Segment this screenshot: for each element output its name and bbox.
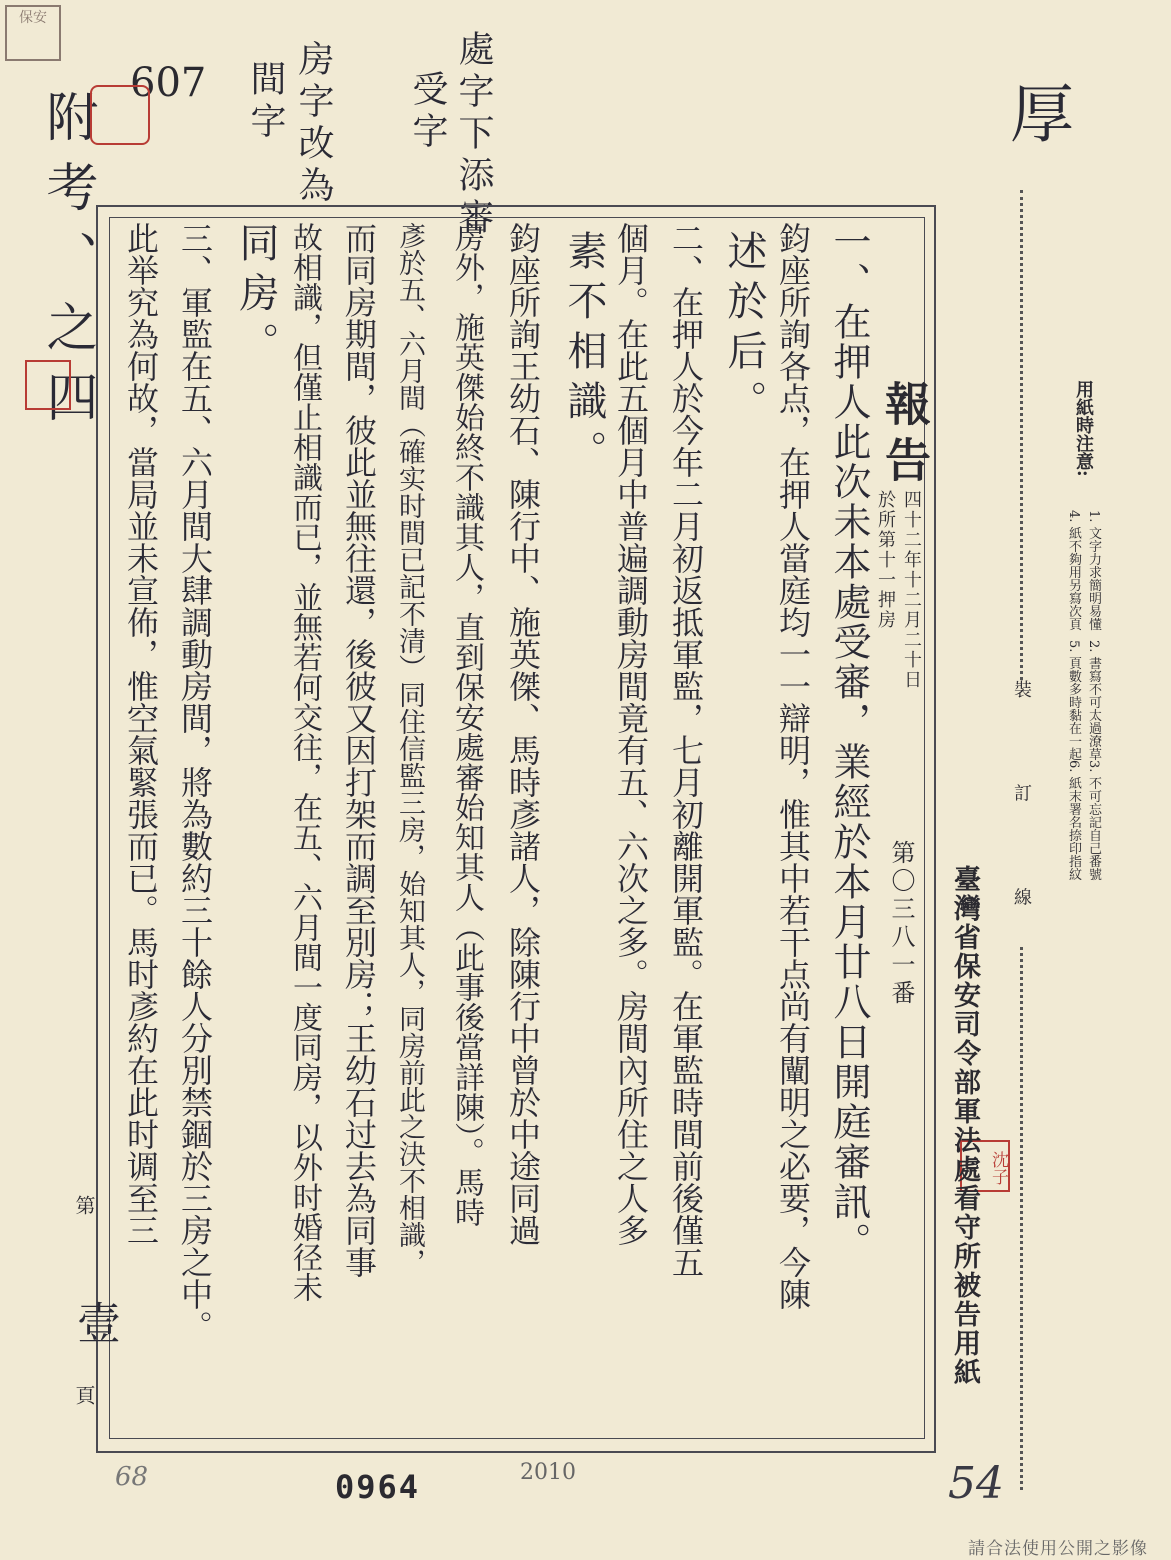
page-number: 壹	[69, 1300, 120, 1354]
body-line-9: 彥於五、六月間（確实时間已記不清）同住信監三房，始知其人，同房前此之決不相識，	[394, 222, 425, 1275]
usage-note-4: 4. 紙不夠用另寫次頁	[1066, 510, 1081, 631]
binding-line-label: 裝 訂 線	[1008, 680, 1034, 945]
body-line-4: 二、在押人於今年二月初返抵軍監，七月初離開軍監。在軍監時間前後僅五	[667, 222, 705, 1278]
body-line-1: 一、在押人此次未本處受審，業經於本月廿八日開庭審訊。	[827, 222, 871, 1262]
usage-notes-title: 用紙時注意:	[1073, 380, 1094, 477]
review-seal-top	[90, 85, 150, 145]
review-seal-left	[25, 360, 71, 410]
report-date: 四十二年十二月二十日	[901, 490, 922, 690]
serial-number: 第〇三八一番	[887, 840, 915, 1008]
body-line-3: 述於后。	[721, 230, 767, 430]
body-line-12: 同房。	[233, 222, 279, 372]
body-line-14: 此举究為何故，當局並未宣佈，惟空氣緊張而已。馬时彥約在此时调至三	[122, 222, 160, 1246]
corner-seal: 保安	[5, 5, 61, 61]
body-line-6: 素不相識。	[561, 230, 607, 480]
report-title: 報告	[878, 380, 932, 492]
body-line-2: 鈞座所詢各点，在押人當庭均一一辯明，惟其中若干点尚有闡明之必要，今陳	[774, 222, 812, 1310]
top-code-note: 607	[130, 60, 207, 106]
body-line-5: 個月。在此五個月中普遍調動房間竟有五、六次之多。房間內所住之人多	[612, 222, 650, 1246]
archive-watermark: 請合法使用公開之影像	[968, 1539, 1148, 1559]
body-line-7: 鈞座所詢王幼石、陳行中、施英傑、馬時彥諸人，除陳行中曾於中途同過	[504, 222, 542, 1246]
archive-stamp-number: 0964	[335, 1468, 421, 1506]
usage-note-5: 5. 頁數多時黏在一起	[1066, 640, 1081, 761]
reviewer-seal: 沈子	[960, 1140, 1010, 1192]
body-line-13: 三、軍監在五、六月間大肆調動房間，將為數約三十餘人分別禁錮於三房之中。	[176, 222, 214, 1342]
usage-note-1: 1. 文字力求簡明易懂	[1086, 510, 1101, 631]
usage-note-3: 3. 不可忘記自己番號	[1086, 760, 1101, 881]
organization-name: 臺灣省保安司令部軍法處看守所被告用紙	[949, 865, 980, 1387]
page-suffix: 頁	[72, 1385, 96, 1405]
usage-note-6: 6. 紙末署名捺印指紋	[1066, 760, 1081, 881]
correction-note-right-1: 處字下添審	[453, 30, 494, 240]
usage-note-2: 2. 書寫不可太過潦草	[1086, 640, 1101, 761]
correction-note-left-2: 間字	[245, 60, 286, 144]
body-line-8: 房外，施英傑始終不識其人，直到保安處審始知其人（此事後當詳陳）。馬時	[449, 222, 484, 1227]
body-line-11: 故相識，但僅止相識而已，並無若何交往，在五、六月間一度同房，以外时婚径未	[287, 222, 322, 1302]
body-line-10: 而同房期間，彼此並無往還，後彼又因打架而調至別房；王幼石过去為同事	[340, 222, 378, 1278]
folio-number: 54	[948, 1458, 1004, 1509]
correction-note-right-2: 受字	[407, 70, 448, 154]
correction-note-left-1: 房字改為	[293, 40, 334, 208]
attachment-note: 附考、之四	[37, 90, 97, 440]
report-location: 於所第十一押房	[875, 490, 896, 630]
side-number: 68	[115, 1462, 149, 1492]
corner-mark: 厚	[999, 80, 1073, 154]
page-prefix: 第	[72, 1195, 96, 1215]
pencil-number: 2010	[520, 1460, 576, 1485]
